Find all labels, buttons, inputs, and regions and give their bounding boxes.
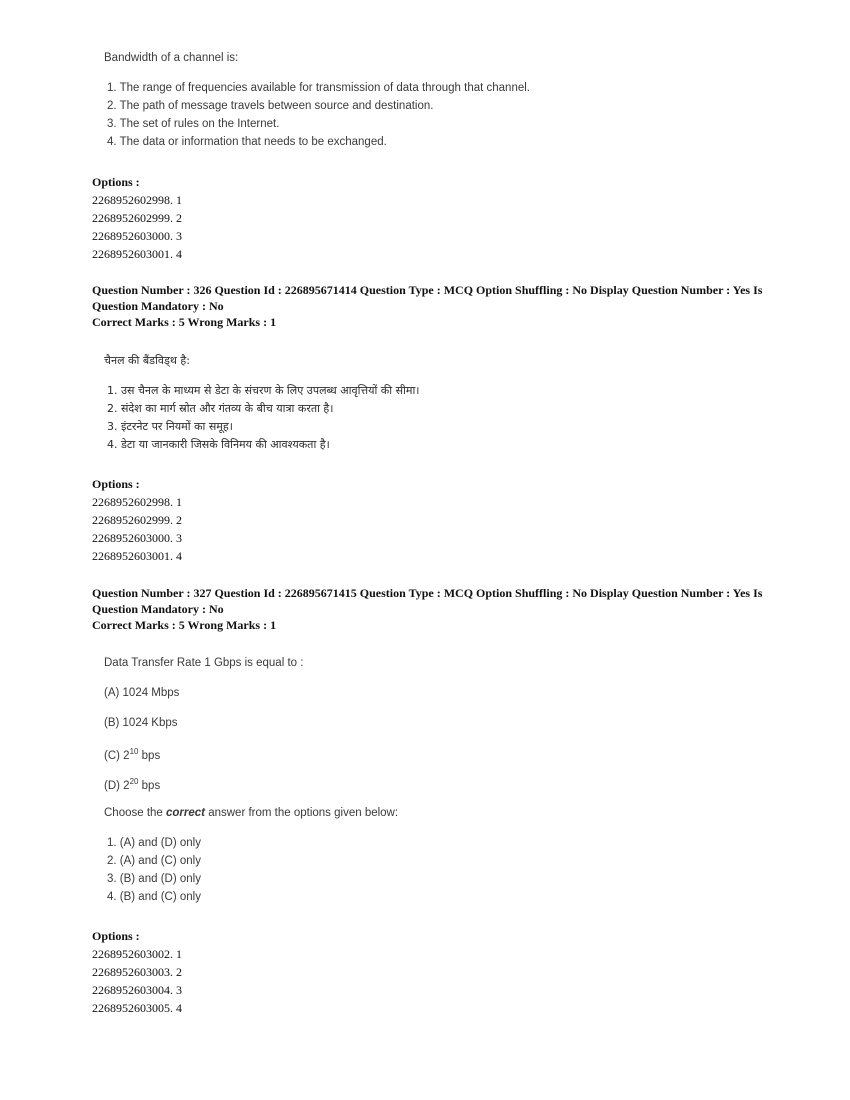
q326-option-2: 2268952602999. 2	[92, 513, 182, 527]
q327-item-b: (B) 1024 Kbps	[104, 717, 178, 729]
q326-meta	[92, 282, 772, 330]
q326-choice-1: 1. उस चैनल के माध्यम से डेटा के संचरण के लिए उपलब्ध आवृत्तियों की सीमा।	[107, 384, 420, 397]
q327-meta-line1: Question Number : 327 Question Id : 226895671415 Question Type : MCQ Option Shuffling : No Display Question Number : Yes Is Question Mandatory : No	[92, 586, 763, 616]
q327-choice-1: 1. (A) and (D) only	[107, 837, 201, 849]
q326-stem: चैनल की बैंडविड्थ है:	[104, 354, 190, 367]
q326-choice-3: 3. इंटरनेट पर नियमों का समूह।	[107, 420, 233, 433]
q325-option-3: 2268952603000. 3	[92, 229, 182, 243]
q325-choice-1: 1. The range of frequencies available for transmission of data through that channel.	[107, 82, 530, 94]
q327-item-c-exponent: 10	[129, 747, 139, 756]
q326-meta-line1: Question Number : 326 Question Id : 226895671414 Question Type : MCQ Option Shuffling : No Display Question Number : Yes Is Question Mandatory : No	[92, 283, 763, 313]
q327-item-d	[104, 777, 160, 792]
q325-choice-4: 4. The data or information that needs to be exchanged.	[107, 136, 387, 148]
q327-stem: Data Transfer Rate 1 Gbps is equal to :	[104, 657, 304, 669]
q327-item-c-base: (C) 2	[104, 749, 130, 762]
q326-option-1: 2268952602998. 1	[92, 495, 182, 509]
q327-instruction-pre: Choose the	[104, 807, 167, 819]
q327-item-d-exponent: 20	[129, 777, 139, 786]
q327-item-d-base: (D) 2	[104, 779, 130, 792]
q327-option-4: 2268952603005. 4	[92, 1001, 182, 1015]
q325-options	[92, 173, 182, 263]
q325-option-1: 2268952602998. 1	[92, 193, 182, 207]
q326-question-image	[104, 353, 524, 453]
q327-choice-4: 4. (B) and (C) only	[107, 891, 201, 903]
q327-item-c-unit: bps	[138, 749, 161, 762]
q327-item-a: (A) 1024 Mbps	[104, 687, 180, 699]
q327-question-image	[104, 657, 464, 907]
q326-options	[92, 475, 182, 565]
q325-question-image	[104, 52, 584, 152]
q327-choice-2: 2. (A) and (C) only	[107, 855, 201, 867]
q327-choice-3: 3. (B) and (D) only	[107, 873, 201, 885]
q327-meta	[92, 585, 772, 633]
q326-options-label: Options :	[92, 477, 140, 491]
q327-option-2: 2268952603003. 2	[92, 965, 182, 979]
q326-meta-line2: Correct Marks : 5 Wrong Marks : 1	[92, 315, 277, 329]
q325-stem: Bandwidth of a channel is:	[104, 52, 239, 64]
q327-instruction-post: answer from the options given below:	[205, 807, 399, 819]
q326-choice-2: 2. संदेश का मार्ग स्रोत और गंतव्य के बीच यात्रा करता है।	[107, 402, 334, 415]
q326-option-4: 2268952603001. 4	[92, 549, 182, 563]
q325-option-2: 2268952602999. 2	[92, 211, 182, 225]
q325-option-4: 2268952603001. 4	[92, 247, 182, 261]
q327-item-c	[104, 747, 160, 762]
q327-option-1: 2268952603002. 1	[92, 947, 182, 961]
q327-option-3: 2268952603004. 3	[92, 983, 182, 997]
q325-options-label: Options :	[92, 175, 140, 189]
q326-option-3: 2268952603000. 3	[92, 531, 182, 545]
q327-meta-line2: Correct Marks : 5 Wrong Marks : 1	[92, 618, 277, 632]
q325-choice-3: 3. The set of rules on the Internet.	[107, 118, 280, 130]
q327-options-label: Options :	[92, 929, 140, 943]
q327-instruction	[104, 807, 398, 819]
q327-item-d-unit: bps	[138, 779, 161, 792]
q327-options	[92, 927, 182, 1017]
q326-choice-4: 4. डेटा या जानकारी जिसके विनिमय की आवश्यकता है।	[107, 438, 330, 451]
q327-instruction-emphasis: correct	[166, 807, 206, 819]
q325-choice-2: 2. The path of message travels between source and destination.	[107, 100, 434, 112]
